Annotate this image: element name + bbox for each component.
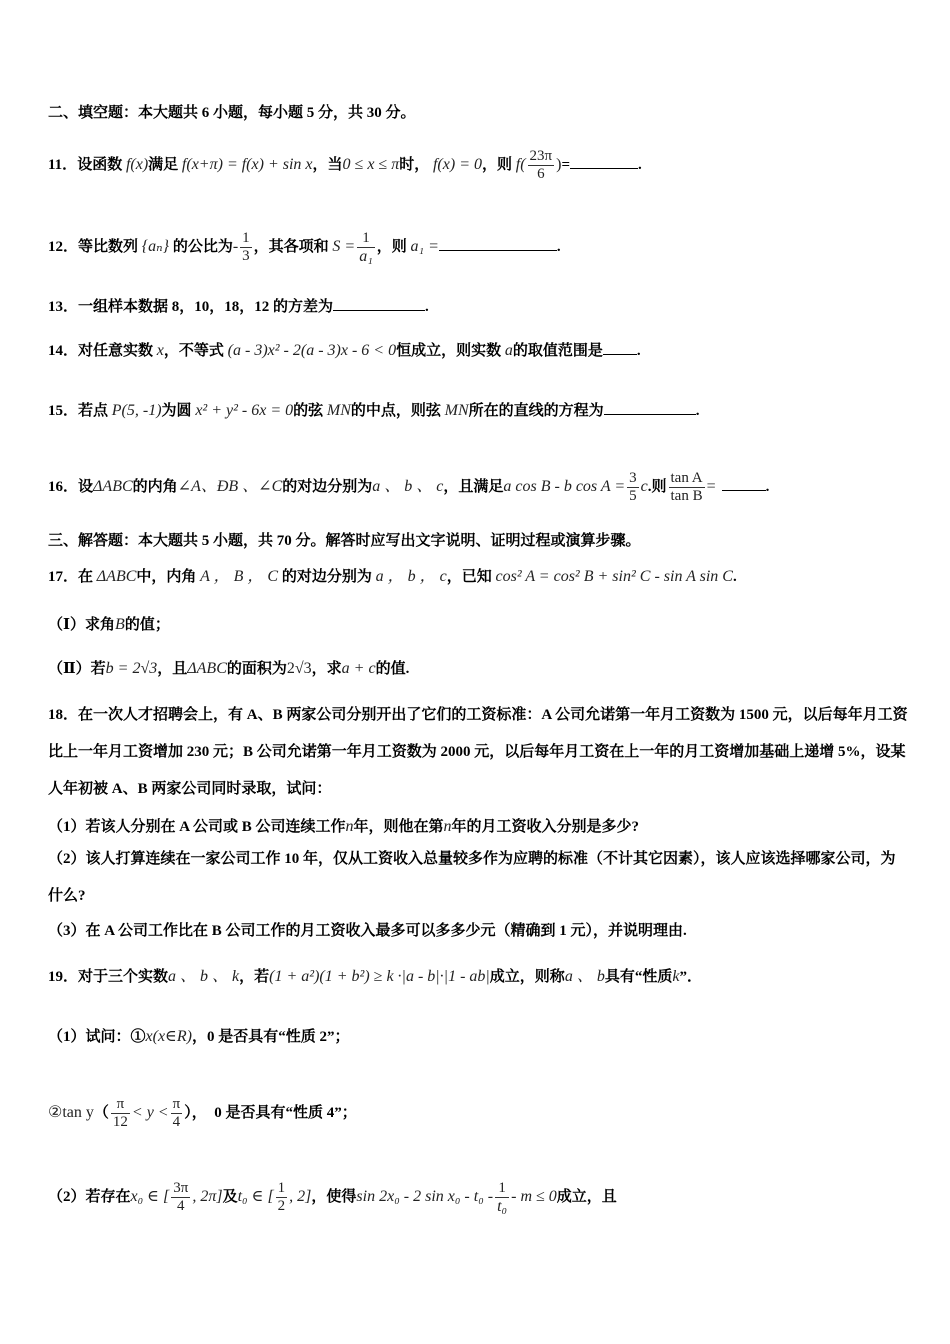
question-12: 12．等比数列 {aₙ} 的公比为- $\frac{1}{3}$ ，其各项和 S = $\frac{1}{\text{a₁}}$ ，则 a₁ = . — [48, 230, 561, 265]
q16-equals: = — [706, 477, 716, 495]
q19-s2-frac-1-den: 4 — [177, 1198, 185, 1214]
q12-text-1: 等比数列 — [78, 238, 139, 255]
question-19-part-2 — [48, 1180, 910, 1215]
question-17 — [48, 566, 910, 588]
q17-triangle: ΔABC — [96, 568, 137, 585]
question-18-part-1 — [48, 816, 910, 838]
q12-text-4: ，则 — [376, 238, 407, 255]
q19-inequality: (1 + a²)(1 + b²) ≥ k ·|a - b|·|1 - ab| — [269, 968, 490, 985]
q15-text-1: 若点 — [78, 403, 109, 419]
q16-tan-fraction — [669, 470, 705, 505]
q18-s1-n-2: n — [443, 818, 452, 835]
q19-s1-circle-2: ② — [48, 1103, 63, 1121]
q11-fx-zero: f(x) = 0 — [432, 155, 482, 173]
q19-s2-frac-3-num: 1 — [495, 1180, 509, 1198]
q17-p2-text-3: ，求 — [311, 661, 342, 677]
q17-angles: A ， B ， C — [200, 568, 279, 585]
section-heading-fill-blank — [48, 102, 910, 124]
q11-fx: f(x) — [125, 155, 149, 173]
q12-sequence: {aₙ} — [141, 237, 170, 255]
question-19-part-1b — [48, 1096, 910, 1131]
q17-p1-label: （Ⅰ）求角 — [48, 617, 116, 633]
q12-number: 12． — [48, 238, 79, 255]
q19-s2-frac-1-num: 3π — [173, 1180, 189, 1196]
q19-s2-frac-2 — [276, 1180, 288, 1215]
q17-text-3: 的对边分别为 — [281, 569, 372, 585]
q19-s1-tan: tan y — [62, 1103, 94, 1121]
q15-mn-2: MN — [444, 402, 469, 419]
q16-c: c — [640, 477, 648, 495]
question-17-part-2 — [48, 658, 910, 680]
section2-heading-text: 二、填空题：本大题共 6 小题，每小题 5 分，共 30 分。 — [48, 105, 416, 121]
q19-s2-expression-end: - m ≤ 0 — [511, 1187, 557, 1205]
q19-text-2: ，若 — [239, 969, 270, 985]
q15-text-5: 所在的直线的方程为 — [468, 403, 604, 419]
q17-p2-text-1: ，且 — [157, 661, 188, 677]
q16-text-2: 的内角 — [132, 478, 178, 495]
q19-s2-frac-2-num: 1 — [277, 1180, 286, 1196]
q19-text-1: 对于三个实数 — [78, 969, 169, 985]
q17-text-4: ，已知 — [446, 569, 492, 585]
q17-p1-b: B — [115, 616, 125, 633]
q11-condition: 0 ≤ x ≤ π — [342, 155, 400, 173]
q14-inequality: (a - 3)x² - 2(a - 3)x - 6 < 0 — [227, 342, 397, 359]
q17-p2-end: 的值. — [375, 661, 410, 677]
q18-s1-text-a: （1）若该人分别在 A 公司或 B 公司连续工作 — [48, 819, 346, 835]
q12-ratio-numerator: 1 — [242, 230, 250, 246]
q15-mn-1: MN — [326, 402, 351, 419]
q17-p2-triangle: ΔABC — [187, 660, 227, 677]
q11-frac-denominator: 6 — [537, 166, 545, 182]
q12-text-3: ，其各项和 — [253, 238, 329, 255]
q17-number: 17． — [48, 569, 79, 585]
q12-answer-blank[interactable] — [439, 236, 557, 251]
question-17-part-1 — [48, 614, 910, 636]
q16-tan-denominator: tan B — [670, 488, 703, 504]
q19-s1-open-paren: （ — [93, 1104, 109, 1121]
q12-sum-denominator: a₁ — [359, 248, 373, 265]
q17-end: . — [732, 569, 737, 585]
q19-text-3: 成立，则称 — [489, 969, 565, 985]
q19-s1-text-a: （1）试问：① — [48, 1029, 146, 1045]
q12-sum-fraction — [357, 230, 375, 265]
q19-s1-frac-2-num: π — [172, 1096, 181, 1112]
q16-text-4: ，且满足 — [443, 478, 504, 495]
q19-s2-text-c: ，使得 — [311, 1188, 357, 1205]
question-13: 13．一组样本数据 8，10，18，12 的方差为 . — [48, 296, 910, 318]
q11-text-1: 设函数 — [77, 156, 123, 173]
q11-number: 11． — [48, 156, 78, 173]
q16-frac-denominator: 5 — [629, 488, 637, 504]
q14-text-1: 对任意实数 — [78, 343, 154, 359]
q15-number: 15． — [48, 403, 79, 419]
q12-ratio-denominator: 3 — [242, 248, 250, 264]
q19-s2-frac-3-den: t₀ — [497, 1198, 508, 1215]
q19-s2-text-d: 成立，且 — [556, 1188, 617, 1205]
question-16: 16．设ΔABC的内角∠A、ÐB 、∠C的对边分别为a 、 b 、 c，且满足a cos B - b cos A = $\frac{3}{5}$ c.则 $\frac{\text{tan A}}{\text{tan B}}$ = . — [48, 470, 770, 504]
q11-answer-blank[interactable] — [570, 154, 638, 169]
q19-s1-frac-1 — [111, 1096, 130, 1131]
q15-point: P(5, -1) — [111, 402, 162, 419]
q19-number: 19． — [48, 969, 79, 985]
q17-p2-area: 2√3 — [286, 660, 312, 677]
q16-text-3: 的对边分别为 — [282, 478, 373, 495]
q11-text-5: ，则 — [481, 156, 512, 173]
q16-equation: a cos B - b cos A = — [503, 477, 626, 495]
q17-p2-text-2: 的面积为 — [226, 661, 287, 677]
q14-text-2: ，不等式 — [163, 343, 224, 359]
q11-f-open: f( — [515, 155, 526, 173]
q19-s1-frac-1-den: 12 — [112, 1114, 128, 1130]
q11-equation: f(x+π) = f(x) + sin x — [181, 155, 313, 173]
q19-ab: a 、 b — [564, 968, 605, 985]
q19-s1-text-b: ，0 是否具有“性质 2”； — [192, 1029, 350, 1045]
q16-triangle: ΔABC — [93, 477, 133, 495]
q19-s1-x: x(x∈R) — [145, 1028, 192, 1045]
q19-s2-expression: sin 2x₀ - 2 sin x₀ - t₀ - — [356, 1187, 494, 1205]
q19-s2-x0: x₀ ∈ [ — [130, 1187, 170, 1205]
q15-answer-blank[interactable] — [604, 400, 696, 415]
q19-s2-t0: t₀ ∈ [ — [237, 1187, 274, 1205]
q13-answer-blank[interactable] — [333, 296, 425, 311]
q14-text-3: 恒成立，则实数 — [396, 343, 502, 359]
q12-sum-symbol: S = — [332, 237, 356, 255]
q19-s1-close-paren: ）， — [184, 1104, 207, 1121]
q14-x: x — [156, 342, 164, 359]
q12-a1: a₁ = — [410, 237, 439, 255]
q18-s1-n-1: n — [345, 818, 354, 835]
q19-s1-range: < y < — [131, 1103, 169, 1121]
q18-body: 18．在一次人才招聘会上，有 A、B 两家公司分别开出了它们的工资标准：A 公司允诺第一年月工资数为 1500 元，以后每年月工资比上一年月工资增加 230 元；B 公司允诺第一年月工资数为 2000 元，以后每年月工资在上一年的月工资增加基础上递增 5%，设某人年初被 A、B 两家公司同时录取，试问： — [48, 707, 908, 797]
q16-angles: ∠A、ÐB 、∠C — [177, 477, 283, 495]
q18-s3-text: （3）在 A 公司工作比在 B 公司工作的月工资收入最多可以多多少元（精确到 1 元），并说明理由. — [48, 923, 687, 939]
q19-text-5: ”． — [679, 969, 702, 985]
q16-frac-numerator: 3 — [629, 470, 637, 486]
q19-s1-frac-2-den: 4 — [172, 1114, 181, 1130]
q19-s1-frac-2 — [171, 1096, 183, 1131]
q16-answer-blank[interactable] — [722, 476, 766, 491]
q11-text-4: 时， — [399, 156, 430, 173]
q17-text-2: 中，内角 — [136, 569, 197, 585]
q18-s1-text-c: 年的月工资收入分别是多少? — [451, 819, 640, 835]
q12-text-2: 的公比为 — [172, 238, 233, 255]
q17-p2-sum: a + c — [341, 660, 376, 677]
section3-heading-text: 三、解答题：本大题共 5 小题，共 70 分。解答时应写出文字说明、证明过程或演算步骤。 — [48, 533, 641, 549]
q19-s2-frac-3 — [495, 1180, 509, 1215]
q19-s2-frac-1 — [171, 1180, 190, 1215]
q11-f-close: ) — [556, 155, 562, 173]
q17-sides: a ， b ， c — [375, 568, 447, 585]
q17-text-1: 在 — [78, 569, 94, 585]
q19-s1-text-d: 0 是否具有“性质 4”； — [214, 1104, 357, 1121]
q12-sum-numerator: 1 — [357, 230, 375, 248]
q19-s2-text-a: （2）若存在 — [48, 1188, 131, 1205]
q14-text-4: 的取值范围是 — [512, 343, 603, 359]
question-11: 11．设函数 f(x)满足 f(x+π) = f(x) + sin x，当0 ≤ x ≤ π时， f(x) = 0，则 f( $\frac{23\pi}{6}$ )= . — [48, 148, 642, 182]
q19-s2-t0-end: , 2] — [289, 1187, 312, 1205]
q16-text-5: .则 — [647, 478, 667, 495]
q15-text-4: 的中点，则弦 — [350, 403, 441, 419]
q11-text-3: ，当 — [312, 156, 343, 173]
q16-sides: a 、 b 、 c — [372, 477, 444, 495]
q17-p1-end: 的值； — [124, 617, 170, 633]
q19-s1-frac-1-num: π — [111, 1096, 130, 1114]
q19-k: k — [672, 968, 680, 985]
q15-text-2: 为圆 — [161, 403, 192, 419]
question-18-part-2 — [48, 841, 910, 915]
q16-text-1: 设 — [78, 478, 94, 495]
q12-ratio-fraction — [240, 230, 252, 265]
question-14: 14．对任意实数 x，不等式 (a - 3)x² - 2(a - 3)x - 6 < 0恒成立，则实数 a的取值范围是 . — [48, 342, 641, 359]
q18-s1-text-b: 年，则他在第 — [353, 819, 444, 835]
q14-a: a — [504, 342, 513, 359]
q11-frac-numerator: 23π — [529, 148, 553, 164]
q16-fraction — [627, 470, 639, 505]
q19-s2-text-b: 及 — [222, 1188, 238, 1205]
q19-s2-x0-end: , 2π] — [192, 1187, 223, 1205]
q14-number: 14． — [48, 343, 79, 359]
question-18-part-3 — [48, 920, 910, 942]
q15-text-3: 的弦 — [293, 403, 324, 419]
q11-text-2: 满足 — [148, 156, 179, 173]
q19-text-4: 具有“性质 — [604, 969, 673, 985]
question-19 — [48, 966, 910, 988]
section-heading-solve — [48, 530, 910, 552]
q15-circle-equation: x² + y² - 6x = 0 — [195, 402, 294, 419]
q14-answer-blank[interactable] — [603, 340, 637, 355]
q11-equals: = — [561, 156, 570, 173]
question-18 — [48, 697, 910, 808]
question-19-part-1a — [48, 1026, 910, 1048]
q11-fraction — [528, 148, 555, 183]
q12-minus: - — [232, 237, 239, 255]
q16-tan-numerator: tan A — [670, 470, 703, 486]
q17-p2-b: b = 2√3 — [105, 660, 158, 677]
q17-p2-label: （Ⅱ）若 — [48, 661, 106, 677]
q17-equation: cos² A = cos² B + sin² C - sin A sin C — [495, 568, 733, 585]
question-15: 15．若点 P(5, -1)为圆 x² + y² - 6x = 0的弦 MN的中点，则弦 MN所在的直线的方程为 . — [48, 402, 700, 419]
q13-text: 13．一组样本数据 8，10，18，12 的方差为 — [48, 299, 334, 315]
q19-s2-frac-2-den: 2 — [277, 1198, 286, 1214]
q16-number: 16． — [48, 478, 79, 495]
q19-abk: a 、 b 、 k — [168, 968, 240, 985]
q18-s2-text: （2）该人打算连续在一家公司工作 10 年，仅从工资收入总量较多作为应聘的标准（不计其它因素），该人应该选择哪家公司，为什么? — [48, 851, 896, 904]
